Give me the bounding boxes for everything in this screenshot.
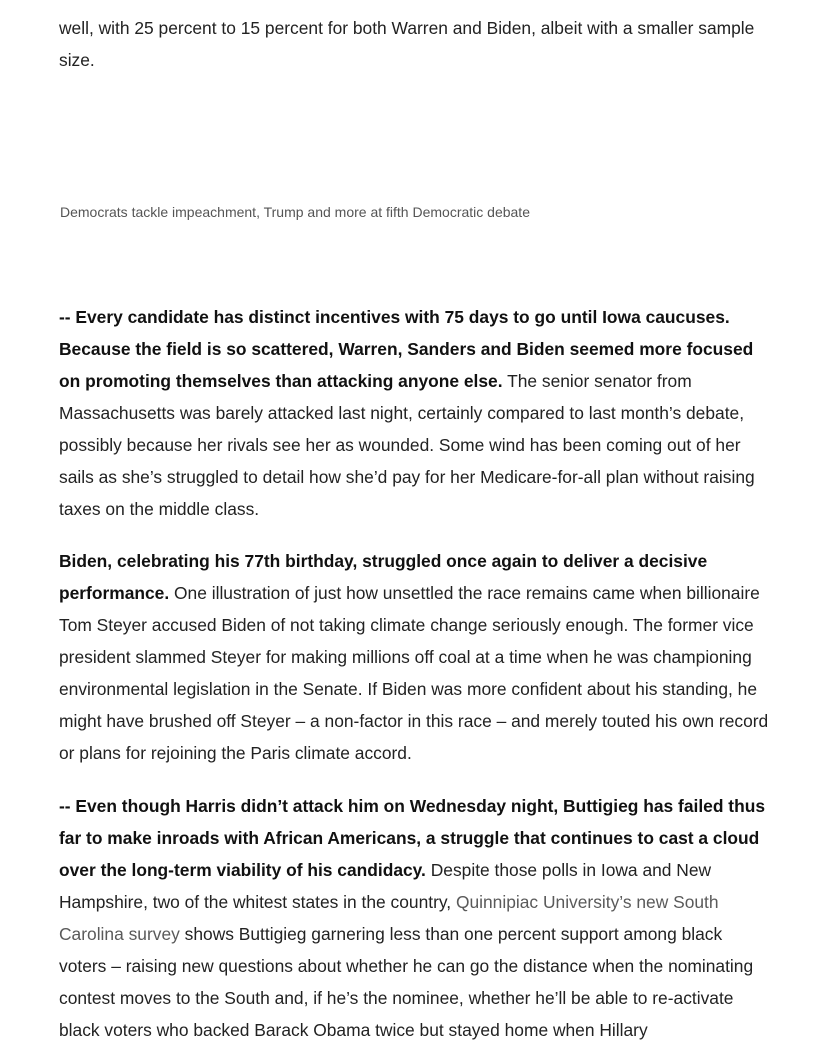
paragraph-body: One illustration of just how unsettled the race remains came when billionaire Tom Steyer accused Biden of not taking climate change seriously enough. The former vice president slammed Steyer for making millions off coal at a time when he was championing environmental legislation in the Senate. If Biden was more confident about his standing, he might have brushed off Steyer – a non-factor in this race – and merely touted his own record or plans for rejoining the Paris climate accord. [59,583,769,763]
intro-paragraph-text: well, with 25 percent to 15 percent for both Warren and Biden, albeit with a smaller sample size. [59,18,755,70]
paragraph-lead-bold: Biden, celebrating his 77th birthday, struggled once again to deliver a decisive performance. [59,551,708,603]
paragraph-body-after-link: shows Buttigieg garnering less than one percent support among black voters – raising new questions about whether he can go the distance when the nominating contest moves to the South and, if he’s the nominee, whether he’ll be able to re-activate black voters who backed Barack Obama twice but stayed home when Hillary [59,924,754,1040]
paragraph-body-before-link: Despite those polls in Iowa and New Hampshire, two of the whitest states in the country, [59,860,712,912]
quinnipiac-survey-link[interactable]: Quinnipiac University’s new South Carolina survey [59,892,719,944]
paragraph-buttigieg-inroads [59,790,771,1046]
paragraph-candidates-incentives [59,301,771,525]
paragraph-lead-bold: -- Even though Harris didn’t attack him on Wednesday night, Buttigieg has failed thus far to make inroads with African Americans, a struggle that continues to cast a cloud over the long-term viability of his candidacy. [59,796,765,880]
video-caption[interactable]: Democrats tackle impeachment, Trump and more at fifth Democratic debate [60,204,530,220]
paragraph-lead-bold: -- Every candidate has distinct incentives with 75 days to go until Iowa caucuses. Because the field is so scattered, Warren, Sanders and Biden seemed more focused on promoting themselves than attacking anyone else. [59,307,754,391]
paragraph-biden-performance [59,545,771,769]
paragraph-body: The senior senator from Massachusetts was barely attacked last night, certainly compared to last month’s debate, possibly because her rivals see her as wounded. Some wind has been coming out of her sails as she’s struggled to detail how she’d pay for her Medicare-for-all plan without raising taxes on the middle class. [59,371,755,519]
intro-paragraph [59,12,771,76]
